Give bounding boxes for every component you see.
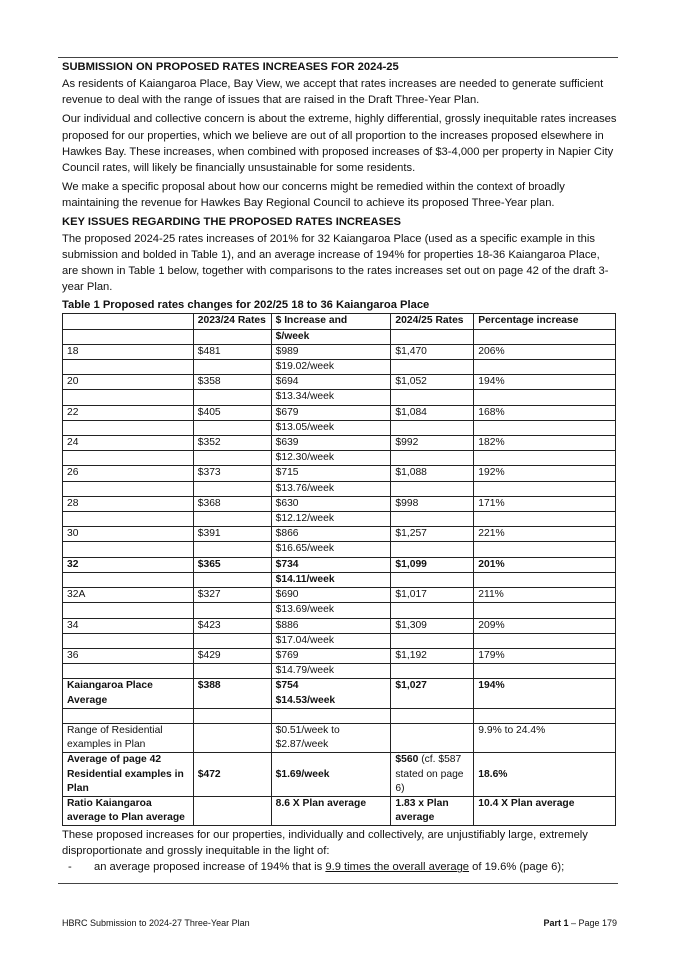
cell-2024-rates: $1,099 bbox=[391, 557, 474, 572]
table-row bbox=[63, 588, 616, 603]
cell-2024-rates: $1,088 bbox=[391, 466, 474, 481]
cell-increase: $769 bbox=[271, 648, 391, 663]
cell-property: 24 bbox=[63, 436, 194, 451]
table-caption: Table 1 Proposed rates changes for 202/25 18 to 36 Kaiangaroa Place bbox=[62, 299, 430, 312]
table-row bbox=[63, 405, 616, 420]
header-cell-percentage: Percentage increase bbox=[474, 314, 616, 329]
cell-plan-avg-rates: $472 bbox=[193, 753, 271, 797]
cell-property: 32 bbox=[63, 557, 194, 572]
cell-average-pct: 194% bbox=[474, 679, 616, 708]
table-row-weekly bbox=[63, 633, 616, 648]
table-row bbox=[63, 496, 616, 511]
cell-2023-rates: $429 bbox=[193, 648, 271, 663]
cell-2024-rates: $1,017 bbox=[391, 588, 474, 603]
cell-weekly-increase: $14.11/week bbox=[271, 572, 391, 587]
cell-2023-rates: $391 bbox=[193, 527, 271, 542]
cell-property: 34 bbox=[63, 618, 194, 633]
cell-percentage: 192% bbox=[474, 466, 616, 481]
table-row bbox=[63, 436, 616, 451]
cell-2024-rates: $1,257 bbox=[391, 527, 474, 542]
paragraph-after-table: These proposed increases for our properties, individually and collectively, are unjustifiably large, extremely disproportionate and grossly inequitable in the light of: bbox=[62, 829, 588, 858]
table-row bbox=[63, 527, 616, 542]
table-row bbox=[63, 618, 616, 633]
header-cell-per-week: $/week bbox=[271, 329, 391, 344]
cell-range-pct: 9.9% to 24.4% bbox=[474, 723, 616, 752]
cell-increase: $639 bbox=[271, 436, 391, 451]
cell-range-label: Range of Residential examples in Plan bbox=[63, 723, 194, 752]
table-row-average bbox=[63, 679, 616, 708]
paragraph-concern: Our individual and collective concern is about the extreme, highly differential, grossly inequitable rates increases proposed for our properties, which we believe are out of all proportion to the increases proposed elsewhere in Hawkes Bay. These increases, when combined with proposed increases of $3-4,000 per property in Napier City Council rates, will likely be financially unsustainable for some residents. bbox=[62, 113, 617, 175]
cell-percentage: 179% bbox=[474, 648, 616, 663]
cell-percentage: 182% bbox=[474, 436, 616, 451]
table-row bbox=[63, 375, 616, 390]
cell-increase: $715 bbox=[271, 466, 391, 481]
cell-ratio-pct: 10.4 X Plan average bbox=[474, 796, 616, 825]
cell-2023-rates: $358 bbox=[193, 375, 271, 390]
rates-table bbox=[62, 313, 616, 826]
cell-percentage: 221% bbox=[474, 527, 616, 542]
header-cell-property bbox=[63, 314, 194, 329]
paragraph-proposal: We make a specific proposal about how our concerns might be remedied within the context of broadly maintaining the revenue for Hawkes Bay Regional Council to achieve its proposed Three-Year plan. bbox=[62, 181, 565, 210]
cell-2023-rates: $405 bbox=[193, 405, 271, 420]
cell-range-increase: $0.51/week to $2.87/week bbox=[271, 723, 391, 752]
table-row bbox=[63, 557, 616, 572]
table-row-weekly bbox=[63, 664, 616, 679]
cell-average-increase: $754 $14.53/week bbox=[271, 679, 391, 708]
cell-increase: $630 bbox=[271, 496, 391, 511]
cell-2024-rates: $1,192 bbox=[391, 648, 474, 663]
cell-property: 22 bbox=[63, 405, 194, 420]
cell-2023-rates: $368 bbox=[193, 496, 271, 511]
table-row-plan-average bbox=[63, 753, 616, 797]
footer-page-number: Part 1 – Page 179 bbox=[543, 918, 617, 928]
cell-plan-avg-pct: 18.6% bbox=[474, 753, 616, 797]
cell-percentage: 168% bbox=[474, 405, 616, 420]
bullet-item bbox=[62, 859, 617, 875]
cell-2023-rates: $365 bbox=[193, 557, 271, 572]
table-row bbox=[63, 344, 616, 359]
cell-ratio-new: 1.83 x Plan average bbox=[391, 796, 474, 825]
cell-2024-rates: $1,084 bbox=[391, 405, 474, 420]
table-row-weekly bbox=[63, 420, 616, 435]
table-row-range bbox=[63, 723, 616, 752]
paragraph-table-intro: The proposed 2024-25 rates increases of 201% for 32 Kaiangaroa Place (used as a specific example in this submission and bolded in Table 1), and an average increase of 194% for properties 18-36 Kaiangaroa Place, are shown in Table 1 below, together with comparisons to the rates increases set out on page 42 of the draft 3-year Plan. bbox=[62, 232, 609, 294]
cell-increase: $886 bbox=[271, 618, 391, 633]
cell-2023-rates: $373 bbox=[193, 466, 271, 481]
table-row-weekly bbox=[63, 542, 616, 557]
cell-property: 28 bbox=[63, 496, 194, 511]
cell-weekly-increase: $13.34/week bbox=[271, 390, 391, 405]
cell-property: 32A bbox=[63, 588, 194, 603]
cell-2023-rates: $327 bbox=[193, 588, 271, 603]
table-row-ratio bbox=[63, 796, 616, 825]
cell-weekly-increase: $13.05/week bbox=[271, 420, 391, 435]
cell-2024-rates: $1,309 bbox=[391, 618, 474, 633]
cell-average-new-rates: $1,027 bbox=[391, 679, 474, 708]
cell-increase: $734 bbox=[271, 557, 391, 572]
cell-2023-rates: $352 bbox=[193, 436, 271, 451]
cell-weekly-increase: $13.69/week bbox=[271, 603, 391, 618]
bottom-rule bbox=[58, 883, 618, 884]
cell-2024-rates: $1,470 bbox=[391, 344, 474, 359]
cell-average-label: Kaiangaroa Place Average bbox=[63, 679, 194, 708]
cell-weekly-increase: $14.79/week bbox=[271, 664, 391, 679]
table-row bbox=[63, 466, 616, 481]
cell-percentage: 194% bbox=[474, 375, 616, 390]
page-content bbox=[62, 60, 617, 875]
cell-2024-rates: $1,052 bbox=[391, 375, 474, 390]
cell-increase: $690 bbox=[271, 588, 391, 603]
cell-2024-rates: $992 bbox=[391, 436, 474, 451]
table-header-subrow bbox=[63, 329, 616, 344]
cell-weekly-increase: $13.76/week bbox=[271, 481, 391, 496]
cell-property: 36 bbox=[63, 648, 194, 663]
bullet-text: an average proposed increase of 194% that is 9.9 times the overall average of 19.6% (page 6); bbox=[94, 861, 565, 874]
cell-percentage: 209% bbox=[474, 618, 616, 633]
cell-property: 20 bbox=[63, 375, 194, 390]
cell-property: 26 bbox=[63, 466, 194, 481]
cell-plan-avg-new-rates: $560 (cf. $587 stated on page 6) bbox=[391, 753, 474, 797]
cell-weekly-increase: $16.65/week bbox=[271, 542, 391, 557]
table-row-weekly bbox=[63, 360, 616, 375]
table-row bbox=[63, 648, 616, 663]
cell-plan-avg-increase: $1.69/week bbox=[271, 753, 391, 797]
cell-increase: $679 bbox=[271, 405, 391, 420]
cell-2023-rates: $481 bbox=[193, 344, 271, 359]
table-row-weekly bbox=[63, 390, 616, 405]
cell-increase: $989 bbox=[271, 344, 391, 359]
cell-2023-rates: $423 bbox=[193, 618, 271, 633]
table-row-weekly bbox=[63, 451, 616, 466]
cell-percentage: 171% bbox=[474, 496, 616, 511]
cell-percentage: 201% bbox=[474, 557, 616, 572]
cell-weekly-increase: $12.12/week bbox=[271, 512, 391, 527]
table-row-weekly bbox=[63, 512, 616, 527]
cell-ratio-increase: 8.6 X Plan average bbox=[271, 796, 391, 825]
paragraph-intro: As residents of Kaiangaroa Place, Bay View, we accept that rates increases are needed to generate sufficient revenue to deal with the range of issues that are raised in the Draft Three-Year Plan. bbox=[62, 78, 604, 107]
cell-percentage: 206% bbox=[474, 344, 616, 359]
header-cell-2023-rates: 2023/24 Rates bbox=[193, 314, 271, 329]
cell-weekly-increase: $17.04/week bbox=[271, 633, 391, 648]
table-row-spacer bbox=[63, 708, 616, 723]
table-header-row bbox=[63, 314, 616, 329]
cell-2024-rates: $998 bbox=[391, 496, 474, 511]
section-heading-key-issues: KEY ISSUES REGARDING THE PROPOSED RATES INCREASES bbox=[62, 215, 401, 228]
cell-increase: $694 bbox=[271, 375, 391, 390]
table-row-weekly bbox=[63, 481, 616, 496]
table-row-weekly bbox=[63, 572, 616, 587]
cell-property: 18 bbox=[63, 344, 194, 359]
cell-percentage: 211% bbox=[474, 588, 616, 603]
header-cell-2024-rates: 2024/25 Rates bbox=[391, 314, 474, 329]
top-rule bbox=[58, 57, 618, 58]
cell-ratio-label: Ratio Kaiangaroa average to Plan average bbox=[63, 796, 194, 825]
header-cell-increase: $ Increase and bbox=[271, 314, 391, 329]
cell-weekly-increase: $19.02/week bbox=[271, 360, 391, 375]
bullet-underlined-text: 9.9 times the overall average bbox=[325, 861, 470, 874]
section-heading-submission: SUBMISSION ON PROPOSED RATES INCREASES FOR 2024-25 bbox=[62, 61, 399, 73]
table-row-weekly bbox=[63, 603, 616, 618]
cell-property: 30 bbox=[63, 527, 194, 542]
cell-plan-avg-label: Average of page 42 Residential examples in Plan bbox=[63, 753, 194, 797]
cell-increase: $866 bbox=[271, 527, 391, 542]
bullet-dash: - bbox=[68, 861, 72, 874]
cell-average-rates: $388 bbox=[193, 679, 271, 708]
cell-weekly-increase: $12.30/week bbox=[271, 451, 391, 466]
footer-title: HBRC Submission to 2024-27 Three-Year Plan bbox=[62, 918, 250, 928]
